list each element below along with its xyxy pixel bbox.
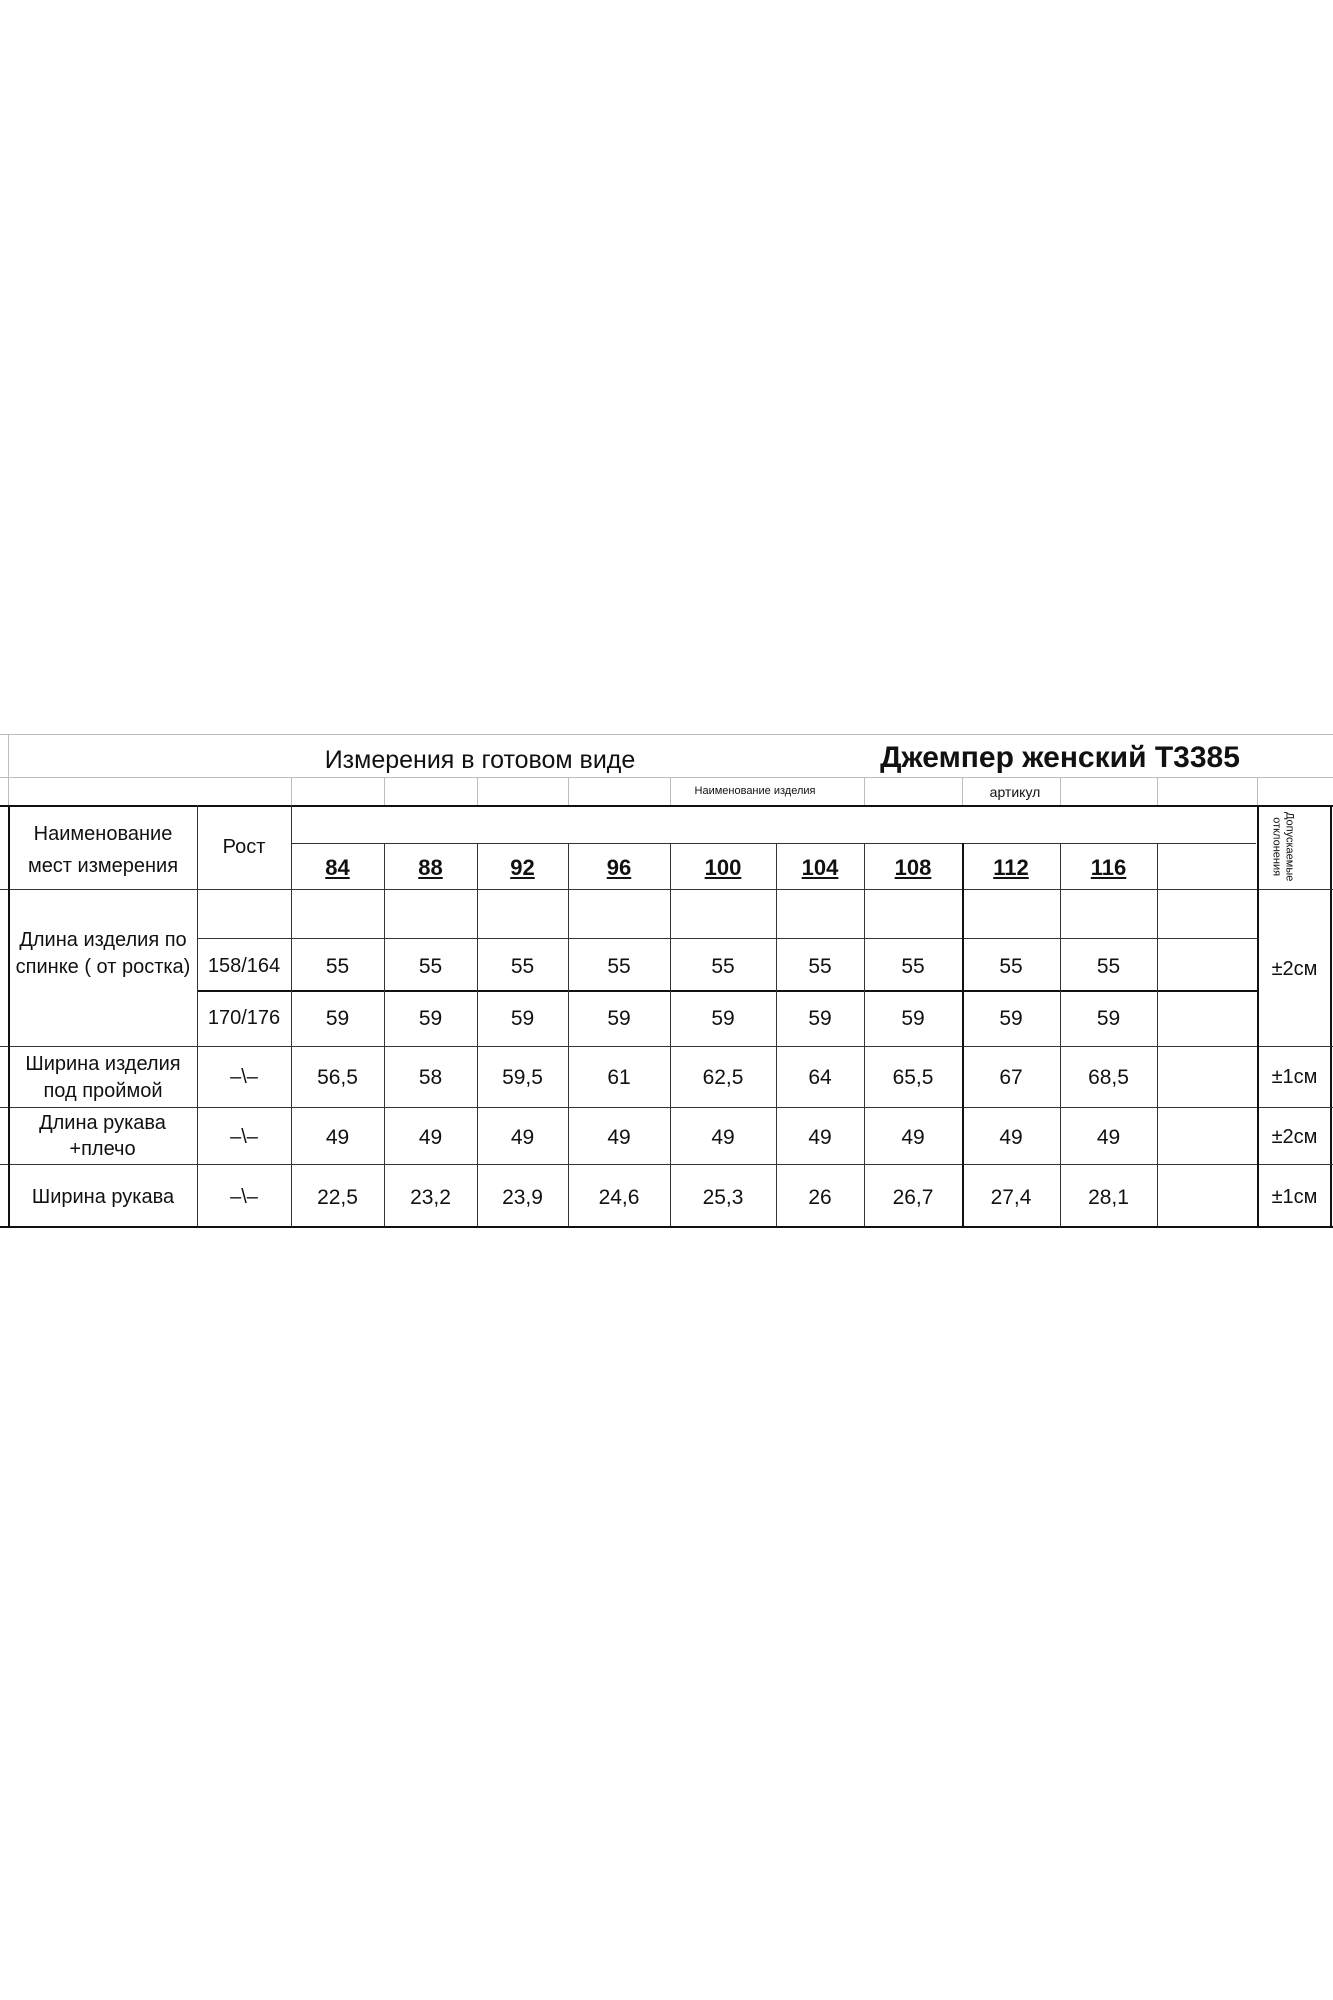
cell-value: 24,6 <box>598 1186 640 1209</box>
col-line <box>384 843 385 1226</box>
cell-value: 25,3 <box>702 1186 744 1209</box>
cell-value: 49 <box>607 1126 631 1149</box>
cell-value: 59 <box>607 1007 631 1030</box>
col-line <box>864 843 865 1226</box>
row-rule <box>197 990 1257 992</box>
col-line <box>1060 843 1061 1226</box>
cell-value: 23,9 <box>502 1186 543 1209</box>
cell-value: 59 <box>808 1007 832 1030</box>
cell-value: 59 <box>901 1007 925 1030</box>
col-line <box>776 843 777 1226</box>
table-top-border <box>0 805 1333 807</box>
size-header-104: 104 <box>801 855 839 880</box>
cell-value: 59 <box>999 1007 1023 1030</box>
size-header-96: 96 <box>606 855 632 880</box>
row-tolerance: ±1см <box>1271 1066 1318 1088</box>
cell-value: 49 <box>999 1126 1023 1149</box>
col-line <box>1157 843 1158 1226</box>
col-line <box>477 843 478 1226</box>
cell-value: 55 <box>607 955 631 978</box>
row-tolerance: ±1см <box>1271 1186 1318 1208</box>
grid-line <box>0 734 1333 735</box>
cell-value: 59 <box>711 1007 735 1030</box>
cell-value: 55 <box>901 955 925 978</box>
cell-value: 27,4 <box>990 1186 1032 1209</box>
row-rule <box>197 938 1257 939</box>
row-rule <box>0 1046 1333 1047</box>
size-row-rule <box>291 843 1256 844</box>
cell-value: 55 <box>418 955 443 978</box>
cell-value: 58 <box>418 1066 443 1089</box>
col-line <box>962 843 964 1226</box>
cell-value: 55 <box>325 955 350 978</box>
cell-value: 26 <box>808 1186 832 1209</box>
grid-line <box>0 777 1333 778</box>
cell-value: 59 <box>418 1007 443 1030</box>
size-header-84: 84 <box>325 855 350 880</box>
cell-value: 55 <box>711 955 735 978</box>
product-name-label: Наименование изделия <box>694 785 816 797</box>
row-name-width-armhole: Ширина изделия под проймой <box>25 1053 181 1102</box>
sheet-title: Джемпер женский Т3385 <box>880 741 1240 774</box>
measurement-name-header: Наименование мест измерения <box>27 823 179 877</box>
grid-line <box>1157 777 1158 805</box>
cell-value: 23,2 <box>410 1186 451 1209</box>
cell-value: 49 <box>901 1126 925 1149</box>
height-header: Рост <box>222 836 266 858</box>
row-name-back-length: Длина изделия по спинке ( от ростка) <box>15 929 191 978</box>
grid-line <box>291 777 292 805</box>
cell-value: 59 <box>1096 1007 1121 1030</box>
cell-value: 49 <box>808 1126 832 1149</box>
sheet-subtitle: Измерения в готовом виде <box>324 746 636 774</box>
table-right-border <box>1330 805 1332 1226</box>
cell-value: 67 <box>999 1066 1023 1089</box>
col-line <box>568 843 569 1226</box>
cell-value: 22,5 <box>317 1186 358 1209</box>
cell-value: 65,5 <box>892 1066 934 1089</box>
col-line <box>8 805 10 1226</box>
cell-value: 49 <box>510 1126 535 1149</box>
row-name-sleeve-width: Ширина рукава <box>31 1186 175 1208</box>
cell-value: 55 <box>808 955 832 978</box>
size-header-116: 116 <box>1090 855 1127 880</box>
height-ditto: –\– <box>230 1186 258 1208</box>
height-ditto: –\– <box>230 1126 258 1148</box>
grid-line <box>1257 777 1258 805</box>
cell-value: 61 <box>607 1066 631 1089</box>
row-tolerance: ±2см <box>1271 958 1318 980</box>
grid-line <box>864 777 865 805</box>
header-rule <box>0 889 1333 890</box>
cell-value: 64 <box>808 1066 832 1089</box>
height-ditto: –\– <box>230 1066 258 1088</box>
row-tolerance: ±2см <box>1271 1126 1318 1148</box>
cell-value: 49 <box>1096 1126 1121 1149</box>
cell-value: 55 <box>1096 955 1121 978</box>
cell-value: 55 <box>999 955 1023 978</box>
cell-value: 56,5 <box>317 1066 358 1089</box>
cell-value: 49 <box>711 1126 735 1149</box>
cell-value: 49 <box>418 1126 443 1149</box>
height-value: 170/176 <box>207 1007 281 1029</box>
cell-value: 55 <box>510 955 535 978</box>
grid-line <box>384 777 385 805</box>
cell-value: 59 <box>510 1007 535 1030</box>
cell-value: 59,5 <box>502 1066 543 1089</box>
table-bottom-border <box>0 1226 1333 1228</box>
cell-value: 68,5 <box>1088 1066 1129 1089</box>
size-header-108: 108 <box>894 855 932 880</box>
row-rule <box>0 1164 1333 1165</box>
article-label: артикул <box>989 784 1041 800</box>
cell-value: 62,5 <box>702 1066 744 1089</box>
cell-value: 49 <box>325 1126 350 1149</box>
size-header-88: 88 <box>418 855 443 880</box>
col-line <box>1257 805 1259 1226</box>
cell-value: 26,7 <box>892 1186 934 1209</box>
tolerance-header: Допускаемые отклонения <box>1271 811 1296 882</box>
size-header-92: 92 <box>510 855 535 880</box>
row-rule <box>0 1107 1333 1108</box>
grid-line <box>568 777 569 805</box>
size-header-112: 112 <box>993 855 1029 880</box>
row-name-sleeve-length: Длина рукава +плечо <box>39 1112 166 1160</box>
cell-value: 28,1 <box>1088 1186 1129 1209</box>
height-value: 158/164 <box>207 955 281 977</box>
cell-value: 59 <box>325 1007 350 1030</box>
grid-line <box>477 777 478 805</box>
col-line <box>670 843 671 1226</box>
size-header-100: 100 <box>704 855 742 880</box>
